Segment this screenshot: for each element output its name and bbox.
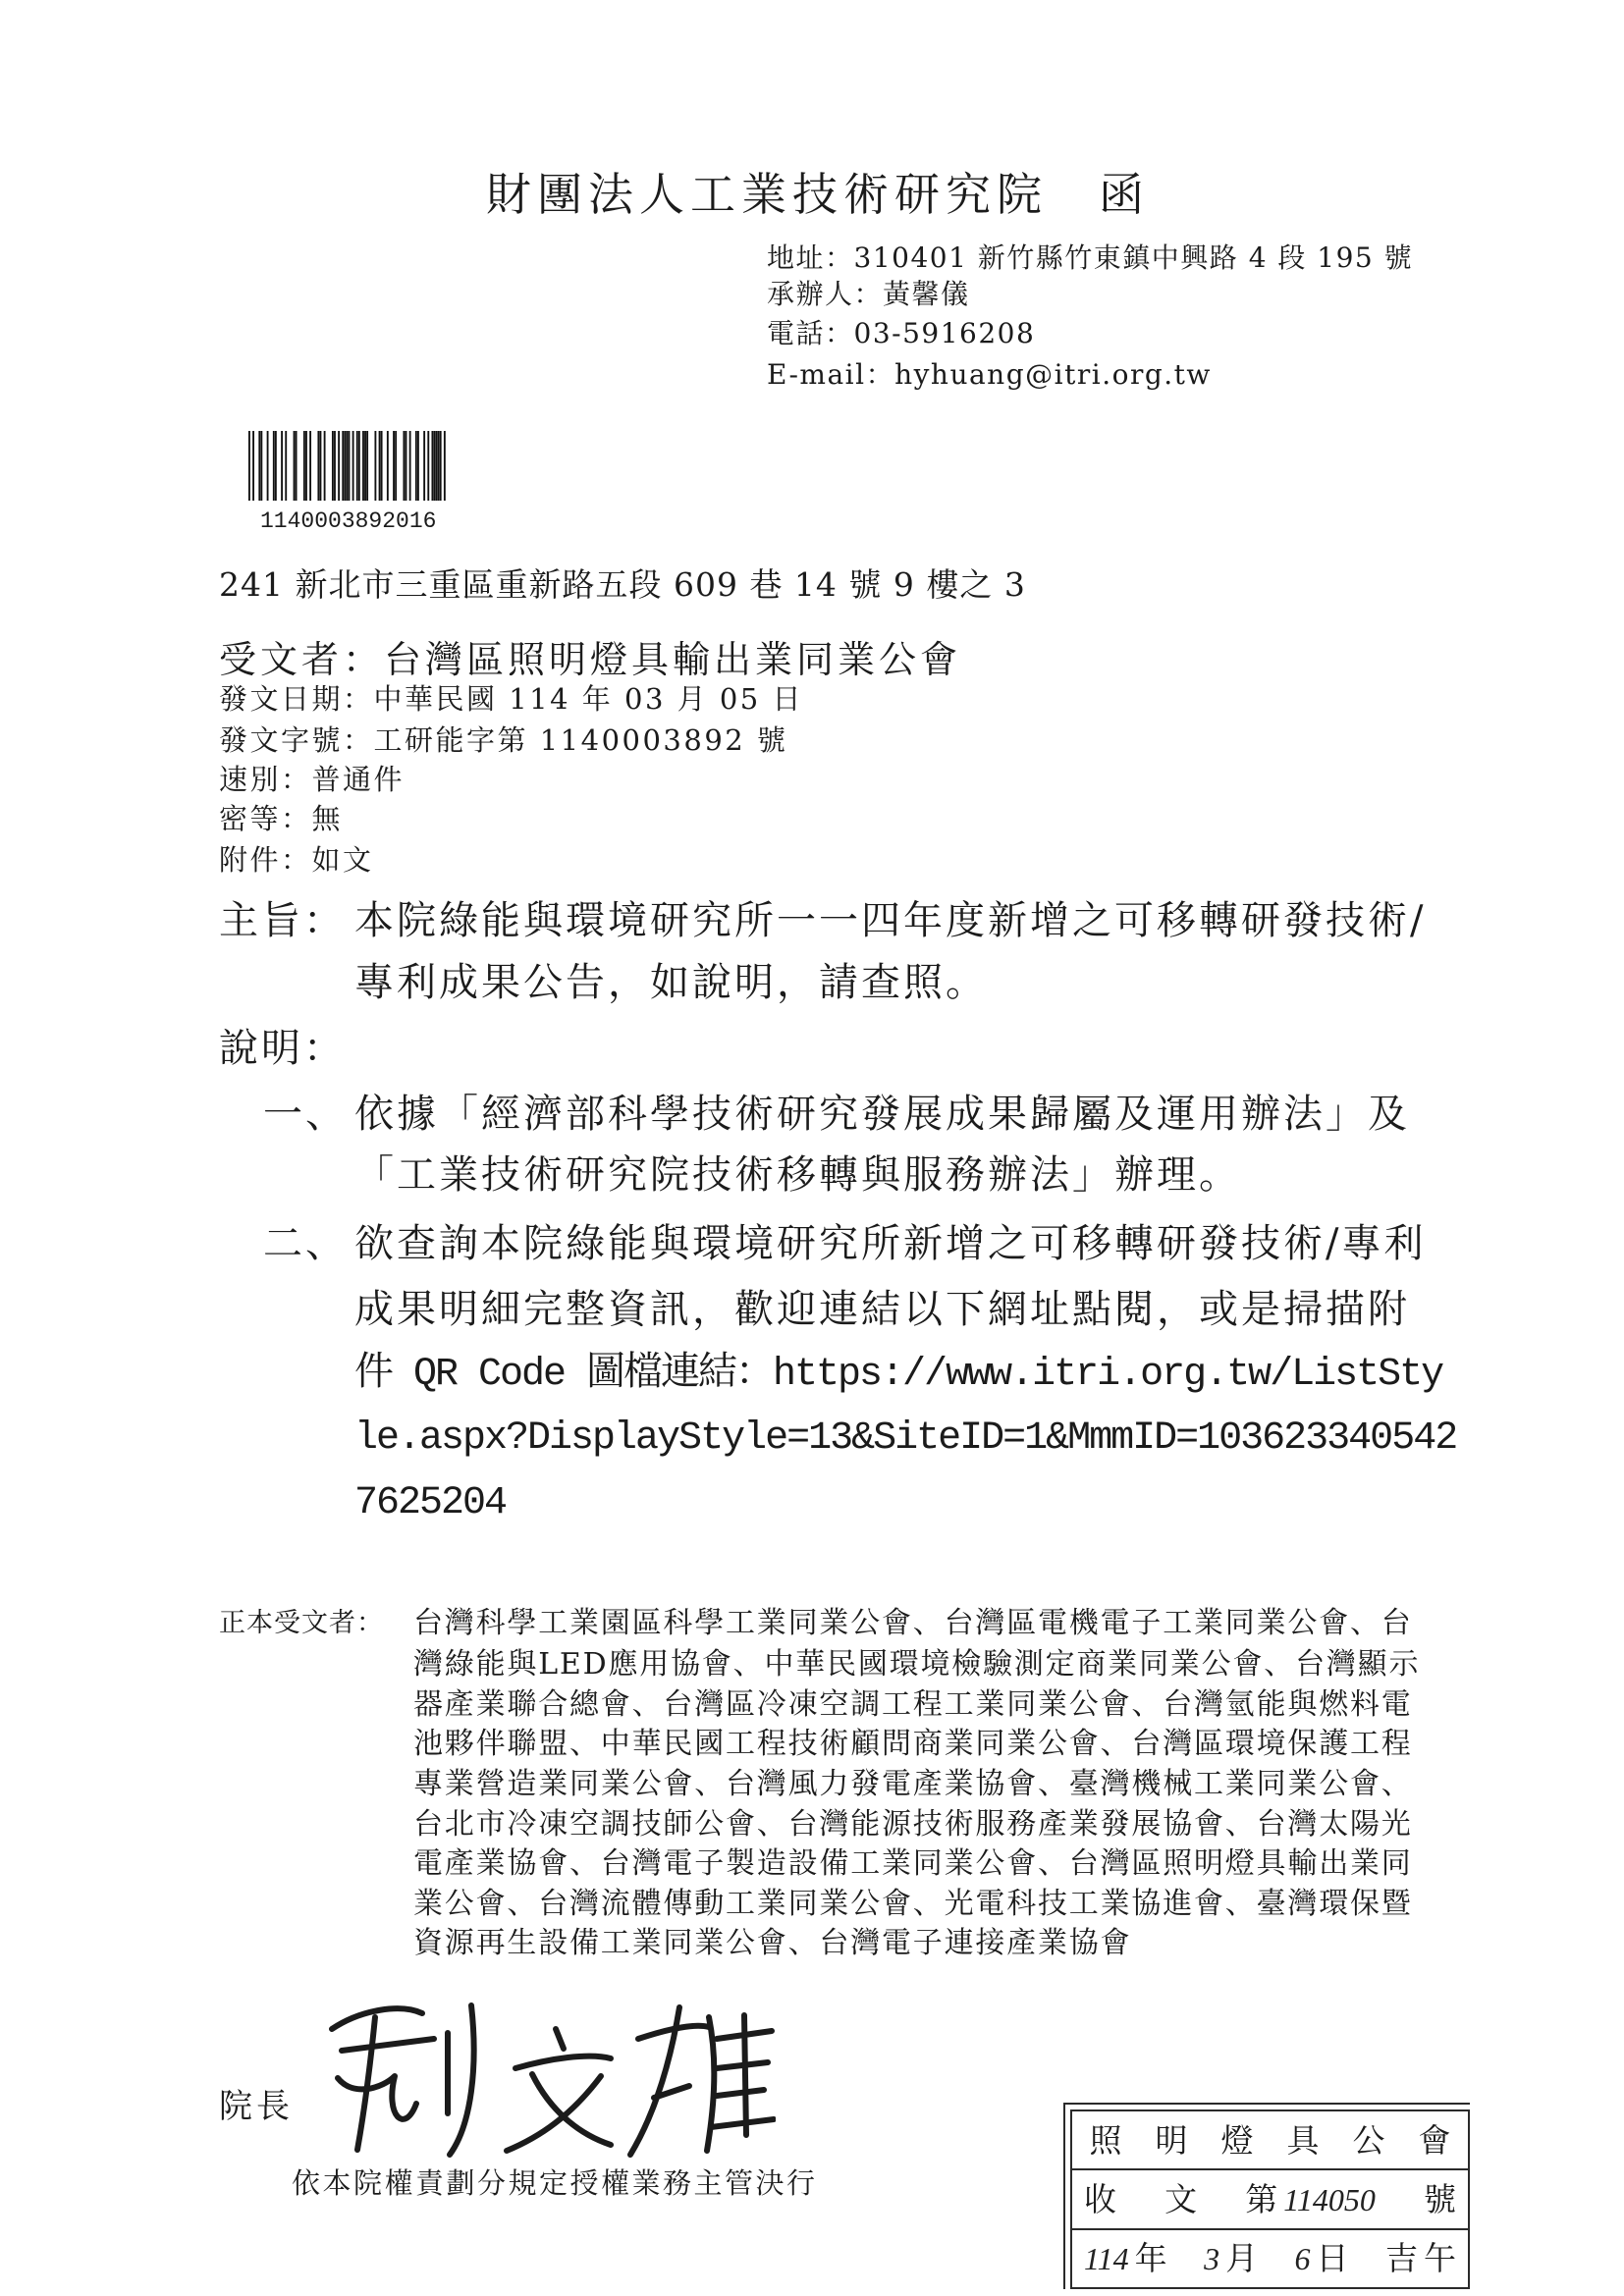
stamp-ampm: 吉: [1384, 2239, 1418, 2278]
stamp-year: 114: [1084, 2241, 1129, 2277]
receipt-stamp: [1063, 2103, 1485, 2289]
barcode-bar: [332, 431, 334, 501]
barcode-bar: [444, 431, 446, 501]
barcode-bar: [273, 431, 275, 501]
explanation-line: 「工業技術研究院技術移轉與服務辦法」辦理。: [354, 1152, 1241, 1198]
barcode-bar: [349, 431, 351, 501]
sender-phone: 電話：03-5916208: [767, 317, 1036, 349]
barcode-bar: [387, 431, 389, 501]
stamp-day: 6: [1294, 2241, 1311, 2277]
barcode-bar: [440, 431, 442, 501]
barcode-number: 1140003892016: [260, 508, 437, 534]
barcode: [248, 431, 446, 501]
copies-to-line: 電產業協會、台灣電子製造設備工業同業公會、台灣區照明燈具輸出業同: [413, 1846, 1413, 1881]
secrecy-level: 密等：無: [219, 802, 344, 835]
barcode-bar: [379, 431, 381, 501]
recipient: 受文者：台灣區照明燈具輸出業同業公會: [219, 638, 962, 681]
recipient-address: 241 新北市三重區重新路五段 609 巷 14 號 9 樓之 3: [219, 565, 1026, 604]
barcode-bar: [438, 431, 440, 501]
barcode-bar: [358, 431, 360, 501]
stamp-org-row: [1072, 2111, 1485, 2168]
stamp-org-name: 照明燈具公會: [1089, 2120, 1485, 2160]
subject-line: 本院綠能與環境研究所一一四年度新增之可移轉研發技術/: [354, 898, 1427, 943]
stamp-day-label: 日: [1316, 2239, 1349, 2278]
stamp-year-label: 年: [1134, 2239, 1167, 2278]
copies-to-line: 池夥伴聯盟、中華民國工程技術顧問商業同業公會、台灣區環境保護工程: [413, 1727, 1413, 1761]
signature-stroke: [717, 2090, 764, 2096]
barcode-bar: [395, 431, 397, 501]
sender-address: 地址：310401 新竹縣竹東鎮中興路 4 段 195 號: [767, 241, 1414, 274]
explanation-line: 依據「經濟部科學技術研究發展成果歸屬及運用辦法」及: [354, 1092, 1410, 1137]
signature-stroke: [556, 2029, 564, 2049]
delegation-note: 依本院權責劃分規定授權業務主管決行: [292, 2166, 818, 2200]
stamp-day-group: [1294, 2239, 1349, 2278]
barcode-bar: [320, 431, 322, 501]
explanation-url-line: 件 QR Code 圖檔連結：https://www.itri.org.tw/ListSty: [354, 1353, 1443, 1397]
barcode-bar: [267, 431, 269, 501]
barcode-bar: [406, 431, 407, 501]
barcode-bar: [381, 431, 383, 501]
barcode-bar: [344, 431, 346, 501]
stamp-number-group: [1245, 2179, 1376, 2218]
stamp-ampm-group: [1384, 2239, 1456, 2278]
barcode-bar: [415, 431, 417, 501]
stamp-doc-label: 文: [1164, 2179, 1198, 2218]
delivery-speed: 速別：普通件: [219, 763, 406, 796]
explanation-label: 說明：: [219, 1026, 346, 1071]
stamp-ampm-label: 午: [1423, 2239, 1456, 2278]
barcode-bar: [434, 431, 436, 501]
signature-stroke: [744, 2015, 746, 2135]
barcode-bar: [346, 431, 348, 501]
barcode-bar: [303, 431, 305, 501]
barcode-bar: [427, 431, 429, 501]
barcode-bar: [356, 431, 358, 501]
explanation-line: 欲查詢本院綠能與環境研究所新增之可移轉研發技術/專利: [354, 1221, 1427, 1266]
letterhead-title: 財團法人工業技術研究院 函: [486, 168, 1150, 221]
barcode-bar: [393, 431, 395, 501]
stamp-number-suffix: 號: [1424, 2179, 1456, 2218]
stamp-number-row: [1072, 2168, 1468, 2227]
stamp-received-label: 收: [1084, 2179, 1116, 2218]
barcode-bar: [436, 431, 438, 501]
barcode-bar: [409, 431, 411, 501]
barcode-bar: [364, 431, 366, 501]
copies-to-line: 業公會、台灣流體傳動工業同業公會、光電科技工業協進會、臺灣環保暨: [413, 1887, 1413, 1921]
barcode-bar: [366, 431, 368, 501]
stamp-month-label: 月: [1225, 2239, 1259, 2278]
signature-stroke: [707, 2017, 714, 2151]
attachment: 附件：如文: [219, 843, 374, 877]
barcode-bar: [296, 431, 298, 501]
sender-handler: 承辦人：黃馨儀: [767, 278, 970, 310]
issue-date: 發文日期：中華民國 114 年 03 月 05 日: [219, 682, 803, 716]
signature-stroke: [515, 2056, 611, 2068]
barcode-bar: [338, 431, 340, 501]
copies-to-line: 資源再生設備工業同業公會、台灣電子連接產業協會: [413, 1926, 1132, 1960]
barcode-bar: [248, 431, 250, 501]
barcode-bar: [352, 431, 354, 501]
copies-to-label: 正本受文者：: [219, 1608, 384, 1638]
barcode-bar: [285, 431, 287, 501]
explanation-item-marker: 一、: [263, 1092, 348, 1137]
barcode-bar: [275, 431, 277, 501]
barcode-bar: [294, 431, 296, 501]
copies-to-line: 灣綠能與LED應用協會、中華民國環境檢驗測定商業同業公會、台灣顯示: [413, 1647, 1421, 1682]
reference-number: 發文字號：工研能字第 1140003892 號: [219, 723, 788, 757]
barcode-bar: [309, 431, 311, 501]
subject-line: 專利成果公告，如說明，請查照。: [354, 960, 988, 1005]
sender-email: E-mail：hyhuang@itri.org.tw: [767, 358, 1212, 391]
copies-to-line: 台北市冷凍空調技師公會、台灣能源技術服務產業發展協會、台灣太陽光: [413, 1807, 1413, 1842]
barcode-bar: [431, 431, 433, 501]
signature-stroke: [338, 2076, 416, 2119]
barcode-bar: [324, 431, 326, 501]
explanation-url-line: le.aspx?DisplayStyle=13&SiteID=1&MmmID=103623340542: [354, 1416, 1457, 1461]
explanation-item-marker: 二、: [263, 1221, 348, 1266]
signature-stroke: [450, 2005, 474, 2155]
stamp-month-group: [1204, 2239, 1259, 2278]
copies-to-line: 器產業聯合總會、台灣區冷凍空調工程工業同業公會、台灣氫能與燃料電: [413, 1687, 1413, 1722]
barcode-bar: [252, 431, 254, 501]
barcode-bar: [403, 431, 405, 501]
stamp-number-prefix: 第: [1245, 2179, 1278, 2218]
subject-label: 主旨：: [219, 898, 346, 943]
signature-stroke: [342, 2039, 434, 2051]
stamp-year-group: [1084, 2239, 1167, 2278]
barcode-bar: [362, 431, 364, 501]
barcode-bar: [334, 431, 336, 501]
barcode-bar: [374, 431, 376, 501]
signoff-title: 院長: [219, 2087, 294, 2126]
barcode-bar: [417, 431, 419, 501]
barcode-bar: [258, 431, 260, 501]
explanation-url-line: 7625204: [354, 1481, 507, 1525]
handwritten-signature: [314, 1988, 776, 2160]
barcode-bar: [260, 431, 262, 501]
explanation-line: 成果明細完整資訊，歡迎連結以下網址點閱，或是掃描附: [354, 1287, 1410, 1332]
copies-to-line: 台灣科學工業園區科學工業同業公會、台灣區電機電子工業同業公會、台: [413, 1606, 1413, 1640]
copies-to-line: 專業營造業同業公會、台灣風力發電產業協會、臺灣機械工業同業公會、: [413, 1767, 1413, 1801]
stamp-received-number: 114050: [1283, 2181, 1376, 2217]
receipt-stamp-frame: [1070, 2109, 1485, 2289]
stamp-date-row: [1072, 2228, 1468, 2287]
barcode-bar: [305, 431, 307, 501]
barcode-bar: [317, 431, 319, 501]
barcode-bar: [423, 431, 425, 501]
signature-stroke: [711, 2119, 774, 2127]
signature-stroke: [357, 2017, 375, 2150]
barcode-bar: [342, 431, 344, 501]
stamp-month: 3: [1204, 2241, 1220, 2277]
signature-stroke: [507, 2076, 601, 2151]
barcode-bar: [281, 431, 283, 501]
